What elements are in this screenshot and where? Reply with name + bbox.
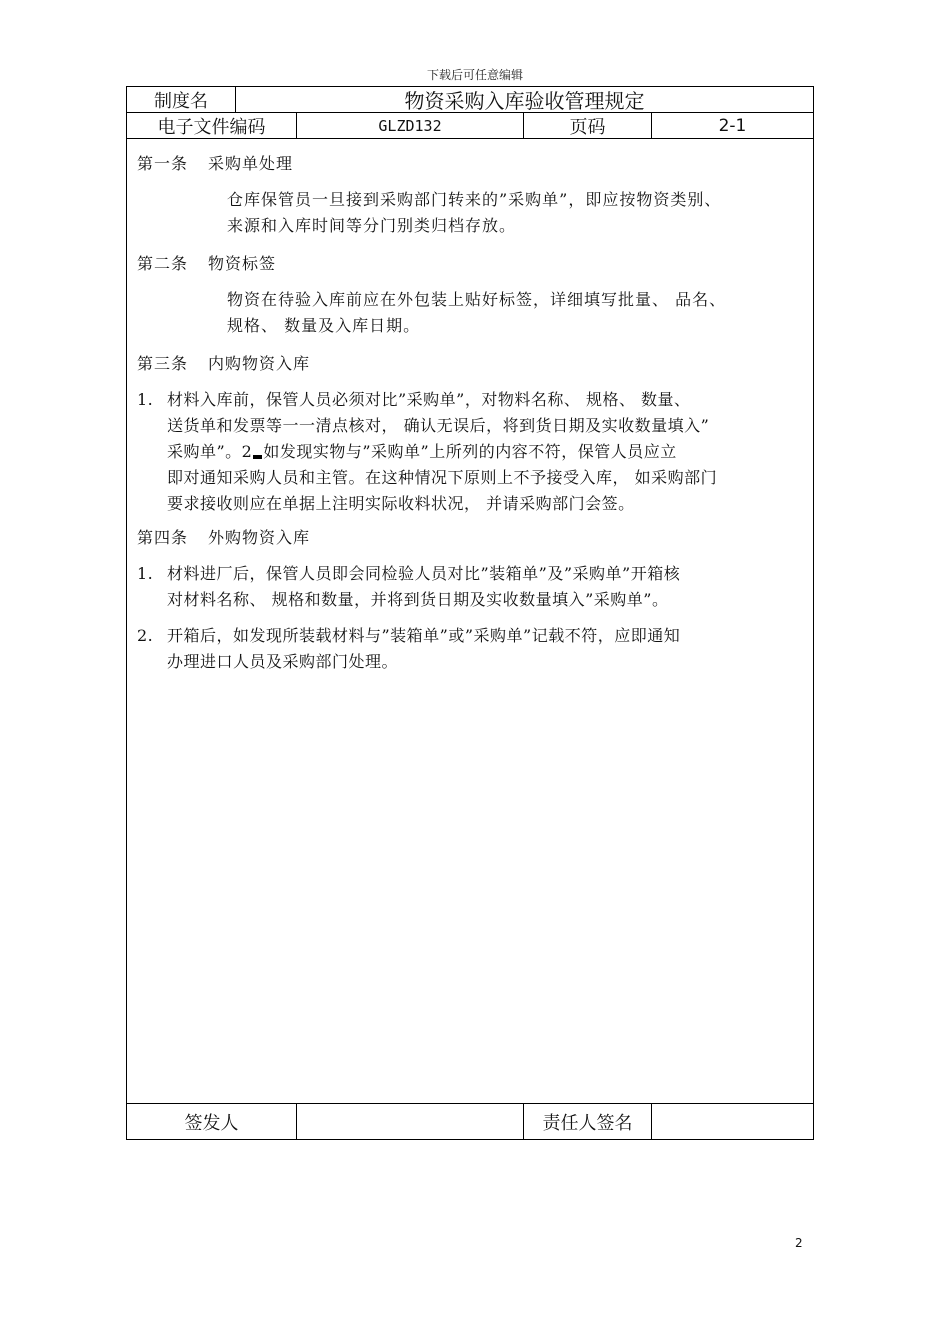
article-title: 采购单处理 <box>208 154 294 173</box>
article-1-paragraph <box>227 187 799 239</box>
article-number: 第二条 <box>137 254 189 273</box>
article-3-heading <box>137 351 310 377</box>
header-row-code <box>127 113 813 139</box>
article-title: 物资标签 <box>208 254 277 273</box>
issuer-field[interactable] <box>297 1104 524 1139</box>
item-line-composite: 采购单”。2 如发现实物与”采购单”上所列的内容不符，保管人员应立 <box>167 442 677 461</box>
paragraph-line: 来源和入库时间等分门别类归档存放。 <box>227 216 517 235</box>
item-number: 1. <box>137 390 154 409</box>
page-label: 页码 <box>524 113 652 138</box>
page-number: 2 <box>795 1236 803 1250</box>
system-name-label: 制度名 <box>127 87 236 112</box>
item-line: 材料进厂后，保管人员即会同检验人员对比”装箱单”及”采购单”开箱核 <box>167 564 681 583</box>
item-line: 开箱后，如发现所装载材料与”装箱单”或”采购单”记载不符，应即通知 <box>167 626 681 645</box>
article-number: 第四条 <box>137 528 189 547</box>
item-number: 1. <box>137 564 154 583</box>
item-line: 材料入库前，保管人员必须对比”采购单”，对物料名称、 规格、 数量、 <box>167 390 691 409</box>
header-row-title <box>127 87 813 113</box>
item-line: 送货单和发票等一一清点核对， 确认无误后，将到货日期及实收数量填入” <box>167 416 710 435</box>
system-name-value: 物资采购入库验收管理规定 <box>404 89 645 113</box>
regulation-form <box>126 86 814 1140</box>
signature-row <box>127 1103 813 1139</box>
paragraph-line: 规格、 数量及入库日期。 <box>227 316 421 335</box>
file-code-label: 电子文件编码 <box>127 113 297 138</box>
item-line: 要求接收则应在单据上注明实际收料状况， 并请采购部门会签。 <box>167 494 635 513</box>
article-title: 内购物资入库 <box>208 354 311 373</box>
responsible-signature-field[interactable] <box>652 1104 813 1139</box>
page-value: 2-1 <box>718 115 747 136</box>
item-number: 2. <box>137 626 154 645</box>
article-1-heading <box>137 151 293 177</box>
article-4-heading <box>137 525 310 551</box>
redaction-mark <box>253 455 262 459</box>
item-line: 办理进口人员及采购部门处理。 <box>167 652 399 671</box>
article-2-paragraph <box>227 287 799 339</box>
download-watermark: 下载后可任意编辑 <box>426 68 523 82</box>
article-title: 外购物资入库 <box>208 528 311 547</box>
file-code-value: GLZD132 <box>297 113 524 138</box>
responsible-signature-label: 责任人签名 <box>524 1104 652 1139</box>
article-number: 第三条 <box>137 354 189 373</box>
article-4-item-1 <box>137 561 799 613</box>
item-line: 即对通知采购人员和主管。在这种情况下原则上不予接受入库， 如采购部门 <box>167 468 718 487</box>
article-2-heading <box>137 251 276 277</box>
item-line: 对材料名称、 规格和数量，并将到货日期及实收数量填入”采购单”。 <box>167 590 669 609</box>
article-3-item-1 <box>137 387 799 517</box>
paragraph-line: 仓库保管员一旦接到采购部门转来的”采购单”，即应按物资类别、 <box>227 190 722 209</box>
article-4-item-2 <box>137 623 799 675</box>
paragraph-line: 物资在待验入库前应在外包装上贴好标签，详细填写批量、 品名、 <box>227 290 727 309</box>
article-number: 第一条 <box>137 154 189 173</box>
issuer-label: 签发人 <box>127 1104 297 1139</box>
